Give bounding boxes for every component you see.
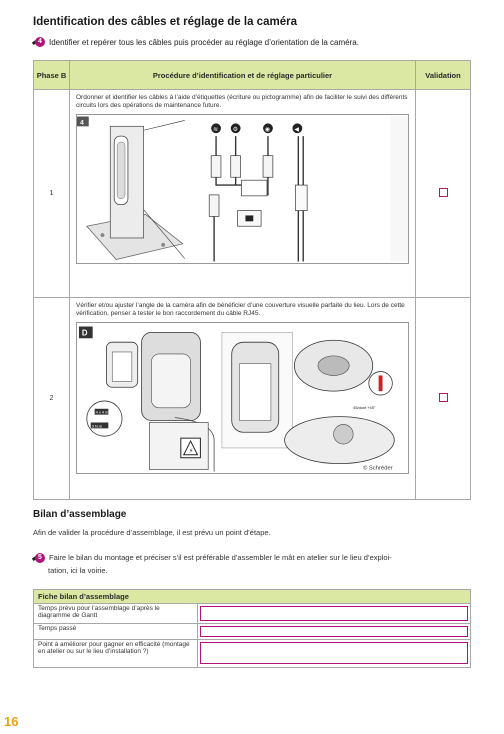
angle-label: 45/dont +45° — [353, 404, 376, 410]
bubble-bottom-label: 3 N.m — [91, 423, 103, 429]
section-heading: Identification des câbles et réglage de la caméra — [33, 16, 297, 28]
header-validation: Validation — [416, 61, 471, 90]
cable-illustration — [77, 115, 408, 263]
svg-text:⚡: ⚡ — [188, 446, 194, 455]
svg-text:⚙: ⚙ — [232, 127, 238, 134]
camera-illustration — [77, 323, 408, 473]
camera-figure — [76, 322, 409, 474]
table-row — [34, 624, 471, 640]
step-5-instruction — [33, 551, 473, 577]
step-4-text: Identifier et repérer tous les câbles puis procéder au réglage d’orientation de la caméra. — [49, 37, 359, 47]
fiche-input-cell[interactable] — [198, 624, 471, 640]
validation-cell[interactable] — [416, 90, 471, 298]
fiche-input-cell[interactable] — [198, 640, 471, 668]
section-heading-2: Bilan d’assemblage — [33, 509, 127, 520]
validation-checkbox[interactable] — [439, 393, 448, 402]
figure-label: 4 — [79, 119, 84, 127]
fiche-row-label: Temps passé — [34, 624, 198, 640]
header-phase: Phase B — [34, 61, 70, 90]
phase-number: 1 — [34, 90, 70, 298]
fiche-row-label: Temps prévu pour l’assemblage d’après le diagramme de Gantt — [34, 604, 198, 624]
table-row — [34, 298, 471, 500]
step-5-text-line2: tation, ici la voirie. — [48, 566, 108, 575]
fiche-row-label: Point à améliorer pour gagner en efficacité (montage en atelier ou sur le lieu d’installation ?) — [34, 640, 198, 668]
section-intro: Afin de valider la procédure d’assemblage, il est prévu un point d’étape. — [33, 528, 271, 537]
table-row — [34, 640, 471, 668]
fiche-title: Fiche bilan d’assemblage — [34, 590, 471, 604]
fiche-input-field[interactable] — [200, 626, 468, 637]
figure-label: D — [81, 328, 88, 338]
svg-text:≋: ≋ — [213, 127, 219, 134]
svg-text:◀: ◀ — [294, 127, 299, 134]
procedure-cell — [70, 298, 416, 500]
procedure-text: Ordonner et identifier les câbles à l’aide d’étiquettes (écriture ou pictogramme) afin de faciliter le suivi des différents circuits lors des opérations de maintenance future. — [76, 94, 408, 109]
procedure-cell — [70, 90, 416, 298]
validation-checkbox[interactable] — [439, 188, 448, 197]
header-procedure: Procédure d’identification et de réglage particulier — [70, 61, 416, 90]
page-number: 16 — [4, 714, 19, 729]
table-header — [34, 61, 471, 90]
bubble-top-label: 4 x 4 mm — [95, 409, 112, 415]
step-5-text-line1: Faire le bilan du montage et préciser s’il est préférable d’assembler le mât en atelier sur le lieu d’exploi- — [49, 553, 392, 562]
svg-text:◉: ◉ — [265, 127, 271, 134]
pencil-step-icon: 4 — [33, 36, 45, 48]
step-4-instruction — [33, 36, 359, 48]
phase-number: 2 — [34, 298, 70, 500]
fiche-input-field[interactable] — [200, 606, 468, 621]
procedure-table — [33, 60, 471, 500]
pencil-step-icon: 5 — [33, 552, 45, 564]
procedure-text: Vérifier et/ou ajuster l’angle de la caméra afin de bénéficier d’une couverture visuelle parfaite du lieu. Lors de cette vérification, penser à tester le bon raccordement du câble RJ45. — [76, 302, 405, 317]
fiche-input-field[interactable] — [200, 642, 468, 664]
table-row — [34, 90, 471, 298]
fiche-input-cell[interactable] — [198, 604, 471, 624]
image-credit: © Schréder — [362, 465, 393, 472]
fiche-bilan-table — [33, 589, 471, 668]
validation-cell[interactable] — [416, 298, 471, 500]
table-row — [34, 604, 471, 624]
cable-figure — [76, 114, 409, 264]
